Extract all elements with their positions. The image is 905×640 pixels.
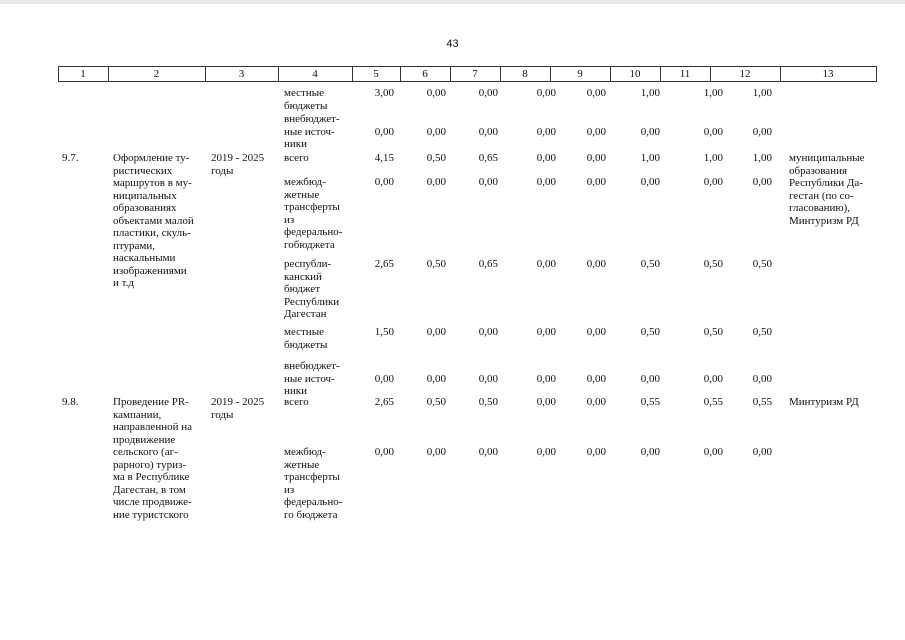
value-cell: 0,00 (426, 125, 446, 138)
value-cell: 0,00 (703, 372, 723, 385)
column-header-10: 10 (629, 68, 641, 80)
funding-source-line: трансферты (284, 201, 340, 213)
value-cell: 0,00 (536, 87, 556, 99)
funding-source-line: Республики (284, 295, 340, 308)
executor-line: Минтуризм РД (789, 214, 859, 227)
column-header-11: 11 (679, 68, 691, 80)
value-cell: 0,00 (640, 176, 660, 188)
funding-source-line: бюджеты (284, 99, 328, 112)
executor-line: муниципальные (789, 152, 865, 164)
value-cell: 1,00 (703, 87, 723, 99)
funding-source-line: внебюджет- (284, 360, 340, 372)
value-cell: 0,50 (426, 152, 446, 164)
value-cell: 0,00 (752, 446, 772, 458)
measure-name-line: и т.д (113, 277, 134, 289)
value-cell: 0,00 (478, 372, 498, 385)
value-cell: 0,50 (752, 326, 772, 338)
value-cell: 1,00 (752, 152, 772, 164)
value-cell: 1,00 (752, 87, 772, 99)
value-cell: 0,65 (478, 258, 498, 270)
value-cell: 0,50 (426, 396, 446, 408)
measure-name-line: птурами, (113, 239, 156, 252)
measure-name-line: изображениями (113, 264, 187, 277)
funding-source-line: местные (284, 326, 324, 338)
value-cell: 0,00 (586, 258, 606, 270)
scan-edge (0, 0, 905, 4)
value-cell: 0,55 (640, 396, 660, 408)
value-cell: 0,00 (752, 372, 772, 385)
value-cell: 0,00 (586, 87, 606, 99)
funding-source-line: из (284, 483, 295, 496)
value-cell: 0,50 (478, 396, 498, 408)
value-cell: 0,50 (426, 258, 446, 270)
value-cell: 0,00 (478, 125, 498, 138)
value-cell: 0,00 (536, 326, 556, 338)
value-cell: 0,00 (536, 176, 556, 188)
funding-source-line: жетные (284, 188, 320, 201)
period-line: 2019 - 2025 (211, 396, 265, 408)
executor-line: гестан (по со- (789, 189, 854, 202)
funding-source-line: Дагестан (284, 308, 327, 320)
measure-name-line: сельского (аг- (113, 446, 178, 458)
value-cell: 0,00 (586, 446, 606, 458)
column-header-5: 5 (373, 68, 379, 80)
column-header-2: 2 (153, 68, 160, 80)
measure-name-line: ристических (113, 164, 173, 177)
value-cell: 0,00 (586, 176, 606, 188)
funding-source-line: ники (284, 138, 308, 150)
value-cell: 0,00 (536, 396, 556, 408)
value-cell: 1,00 (640, 87, 660, 99)
measure-name-line: пластики, скуль- (113, 227, 191, 239)
value-cell: 0,00 (374, 125, 394, 138)
value-cell: 0,50 (752, 258, 772, 270)
value-cell: 0,00 (703, 446, 723, 458)
value-cell: 0,00 (586, 372, 606, 385)
measure-name-line: образованиях (113, 202, 177, 214)
column-header-4: 4 (312, 68, 318, 80)
header-bottom-border (58, 81, 876, 82)
measure-name-line: объектами малой (113, 214, 194, 227)
value-cell: 0,50 (703, 326, 723, 338)
column-header-1: 1 (80, 68, 86, 80)
column-header-9: 9 (577, 68, 583, 80)
value-cell: 0,00 (374, 176, 394, 188)
funding-source-line: федерально- (284, 496, 343, 508)
value-cell: 0,00 (478, 326, 498, 338)
funding-source-line: ные источ- (284, 372, 335, 385)
value-cell: 4,15 (374, 152, 394, 164)
value-cell: 0,00 (640, 372, 660, 385)
measure-name-line: наскальными (113, 252, 176, 264)
funding-source-line: из (284, 213, 295, 226)
value-cell: 0,00 (374, 446, 394, 458)
measure-name-line: рарного) туриз- (113, 458, 186, 471)
value-cell: 2,65 (374, 258, 394, 270)
funding-source-line: межбюд- (284, 176, 326, 188)
value-cell: 0,55 (703, 396, 723, 408)
funding-source-line: республи- (284, 258, 332, 270)
page-number: 43 (446, 38, 459, 50)
funding-source-line: канский (284, 270, 322, 283)
value-cell: 0,00 (703, 176, 723, 188)
value-cell: 0,00 (478, 87, 498, 99)
value-cell: 0,00 (536, 152, 556, 164)
executor-line: Минтуризм РД (789, 396, 859, 408)
funding-source-line: всего (284, 152, 309, 164)
period-line: 2019 - 2025 (211, 152, 265, 164)
measure-name-line: Проведение PR- (113, 396, 189, 408)
value-cell: 1,00 (703, 152, 723, 164)
value-cell: 0,50 (640, 258, 660, 270)
funding-source-line: бюджеты (284, 338, 328, 351)
funding-source-line: бюджет (284, 283, 320, 295)
measure-name-line: ние туристского (113, 508, 189, 521)
measure-name-line: направленной на (113, 421, 192, 433)
value-cell: 2,65 (374, 396, 394, 408)
funding-source-line: федерально- (284, 226, 343, 238)
column-divider (876, 66, 877, 82)
value-cell: 0,00 (426, 326, 446, 338)
measure-name-line: Оформление ту- (113, 152, 190, 164)
value-cell: 0,00 (426, 87, 446, 99)
funding-source-line: местные (284, 87, 324, 99)
value-cell: 0,00 (586, 125, 606, 138)
measure-name-line: числе продвиже- (113, 496, 192, 508)
measure-name-line: продвижение (113, 433, 176, 446)
value-cell: 0,00 (426, 176, 446, 188)
value-cell: 0,00 (374, 372, 394, 385)
measure-name-line: ма в Республике (113, 471, 190, 483)
funding-source-line: внебюджет- (284, 113, 340, 125)
value-cell: 0,00 (752, 176, 772, 188)
measure-name-line: Дагестан, в том (113, 483, 186, 496)
column-header-7: 7 (472, 68, 478, 80)
column-header-12: 12 (739, 68, 751, 80)
measure-name-line: ниципальных (113, 189, 177, 202)
value-cell: 3,00 (374, 87, 394, 99)
period-line: годы (211, 164, 234, 177)
value-cell: 0,00 (536, 372, 556, 385)
measure-name-line: маршрутов в му- (113, 177, 192, 189)
value-cell: 0,00 (536, 446, 556, 458)
value-cell: 0,00 (426, 372, 446, 385)
value-cell: 0,00 (586, 396, 606, 408)
column-header-13: 13 (822, 68, 834, 80)
funding-source-line: ные источ- (284, 125, 335, 138)
value-cell: 0,00 (586, 152, 606, 164)
executor-line: гласованию), (789, 202, 851, 214)
value-cell: 0,50 (703, 258, 723, 270)
value-cell: 0,00 (640, 125, 660, 138)
funding-source-line: гобюджета (284, 238, 335, 251)
funding-source-line: ники (284, 385, 308, 397)
row-number: 9.8. (62, 396, 79, 408)
row-number: 9.7. (62, 152, 79, 164)
value-cell: 0,00 (536, 258, 556, 270)
value-cell: 0,00 (536, 125, 556, 138)
column-header-8: 8 (522, 68, 528, 80)
value-cell: 1,00 (640, 152, 660, 164)
value-cell: 0,00 (586, 326, 606, 338)
executor-line: образования (789, 164, 848, 177)
value-cell: 0,00 (640, 446, 660, 458)
value-cell: 0,00 (478, 176, 498, 188)
value-cell: 0,55 (752, 396, 772, 408)
period-line: годы (211, 408, 234, 421)
funding-source-line: го бюджета (284, 508, 338, 521)
funding-source-line: трансферты (284, 471, 340, 483)
value-cell: 0,50 (640, 326, 660, 338)
funding-source-line: жетные (284, 458, 320, 471)
value-cell: 0,00 (478, 446, 498, 458)
column-header-6: 6 (422, 68, 428, 80)
value-cell: 0,00 (752, 125, 772, 138)
value-cell: 1,50 (374, 326, 394, 338)
funding-source-line: межбюд- (284, 446, 326, 458)
executor-line: Республики Да- (789, 177, 863, 189)
value-cell: 0,00 (703, 125, 723, 138)
column-header-3: 3 (238, 68, 245, 80)
measure-name-line: кампании, (113, 408, 162, 421)
value-cell: 0,00 (426, 446, 446, 458)
funding-source-line: всего (284, 396, 309, 408)
value-cell: 0,65 (478, 152, 498, 164)
